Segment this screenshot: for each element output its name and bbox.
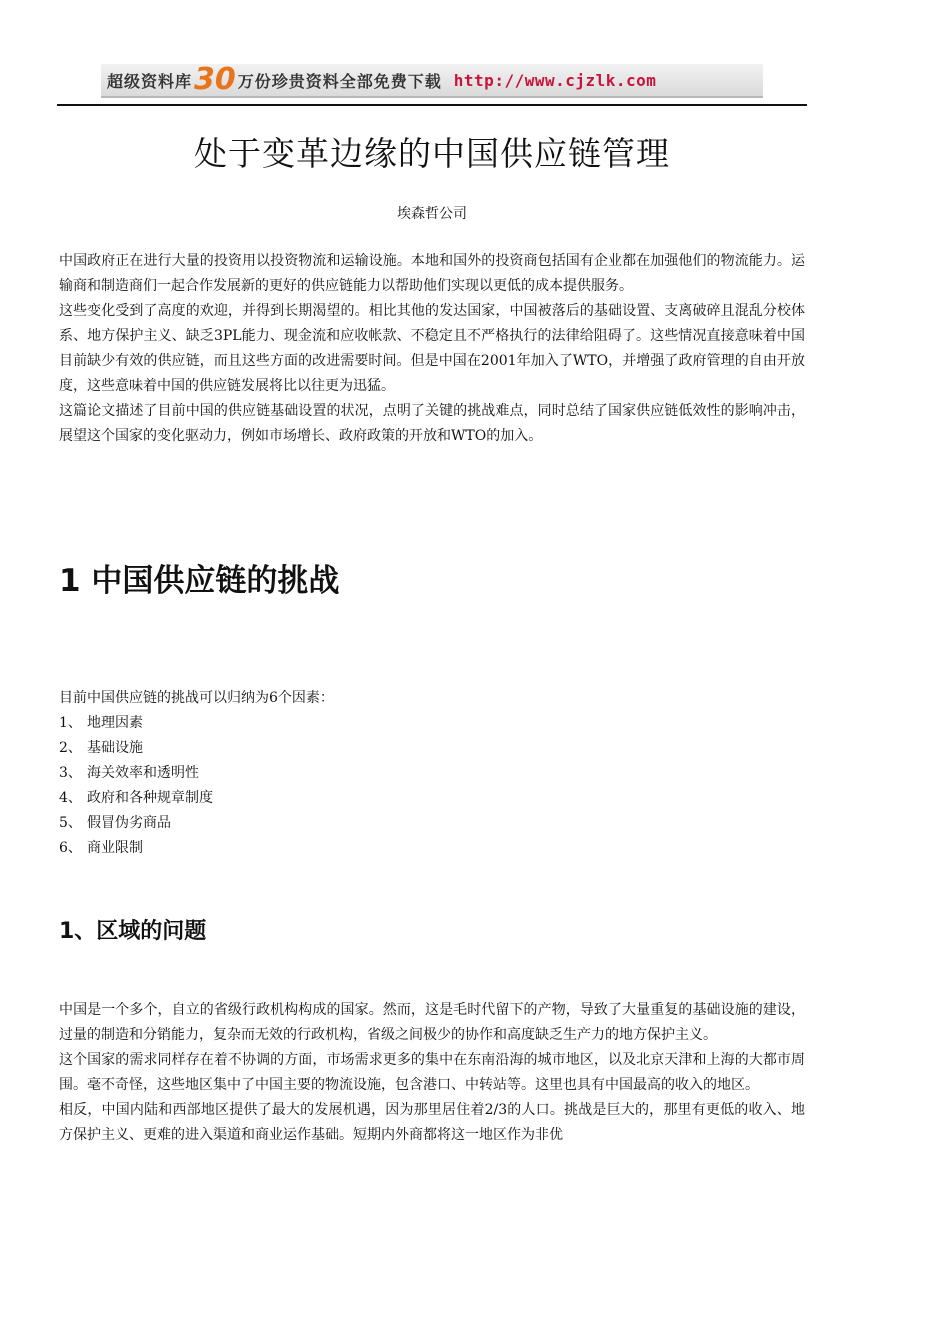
list-item-number: 3、: [59, 765, 82, 781]
challenge-list: [59, 711, 559, 861]
banner-number: 30: [194, 62, 236, 97]
list-item-text: 政府和各种规章制度: [87, 790, 213, 806]
list-item: [59, 836, 559, 861]
intro-paragraph: 这篇论文描述了目前中国的供应链基础设置的状况，点明了关键的挑战难点，同时总结了国家供应链低效性的影响冲击，展望这个国家的变化驱动力，例如市场增长、政府政策的开放和WTO的加入。: [59, 403, 805, 444]
list-item-number: 1、: [59, 715, 82, 731]
document-title: 处于变革边缘的中国供应链管理: [194, 134, 670, 173]
body-paragraph: 中国是一个多个，自立的省级行政机构构成的国家。然而，这是毛时代留下的产物，导致了大量重复的基础设施的建设，过量的制造和分销能力，复杂而无效的行政机构，省级之间极少的协作和高度缺乏生产力的地方保护主义。: [59, 1002, 805, 1043]
body-paragraph: 相反，中国内陆和西部地区提供了最大的发展机遇，因为那里居住着2/3的人口。挑战是巨大的，那里有更低的收入、地方保护主义、更难的进入渠道和商业运作基础。短期内外商都将这一地区作为非优: [59, 1102, 805, 1143]
list-item: [59, 811, 559, 836]
list-item: [59, 736, 559, 761]
banner-url-link[interactable]: http://www.cjzlk.com: [453, 70, 657, 90]
document-author: 埃森哲公司: [397, 206, 467, 222]
list-item-number: 5、: [59, 815, 82, 831]
list-item: [59, 761, 559, 786]
section-lead: [59, 686, 805, 711]
list-item-text: 海关效率和透明性: [87, 765, 199, 781]
intro-paragraph: 这些变化受到了高度的欢迎，并得到长期渴望的。相比其他的发达国家，中国被落后的基础设置、支离破碎且混乱分校体系、地方保护主义、缺乏3PL能力、现金流和应收帐款、不稳定且不严格执行的法律给阻碍了。这些情况直接意味着中国目前缺少有效的供应链，而且这些方面的改进需要时间。但是中国在2001年加入了WTO，并增强了政府管理的自由开放度，这些意味着中国的供应链发展将比以往更为迅猛。: [59, 303, 805, 394]
intro-section: [59, 249, 805, 449]
subsection-body: [59, 998, 805, 1148]
section-heading: 1 中国供应链的挑战: [59, 563, 340, 599]
list-item: [59, 711, 559, 736]
list-item-number: 4、: [59, 790, 82, 806]
list-item-text: 商业限制: [87, 840, 143, 856]
intro-paragraph: 中国政府正在进行大量的投资用以投资物流和运输设施。本地和国外的投资商包括国有企业都在加强他们的物流能力。运输商和制造商们一起合作发展新的更好的供应链能力以帮助他们实现以更低的成本提供服务。: [59, 253, 805, 294]
header-banner[interactable]: [101, 64, 763, 98]
banner-lead-text: 超级资料库: [107, 71, 193, 91]
banner-tail-text: 万份珍贵资料全部免费下载: [237, 71, 442, 91]
list-item-number: 2、: [59, 740, 82, 756]
list-item-number: 6、: [59, 840, 82, 856]
list-item: [59, 786, 559, 811]
section-lead-text: 目前中国供应链的挑战可以归纳为6个因素：: [59, 690, 334, 706]
header-divider: [57, 104, 807, 106]
body-paragraph: 这个国家的需求同样存在着不协调的方面，市场需求更多的集中在东南沿海的城市地区，以及北京天津和上海的大都市周围。毫不奇怪，这些地区集中了中国主要的物流设施，包含港口、中转站等。这里也具有中国最高的收入的地区。: [59, 1052, 805, 1093]
list-item-text: 基础设施: [87, 740, 143, 756]
subsection-heading: 1、区域的问题: [59, 919, 207, 944]
list-item-text: 地理因素: [87, 715, 143, 731]
list-item-text: 假冒伪劣商品: [87, 815, 171, 831]
